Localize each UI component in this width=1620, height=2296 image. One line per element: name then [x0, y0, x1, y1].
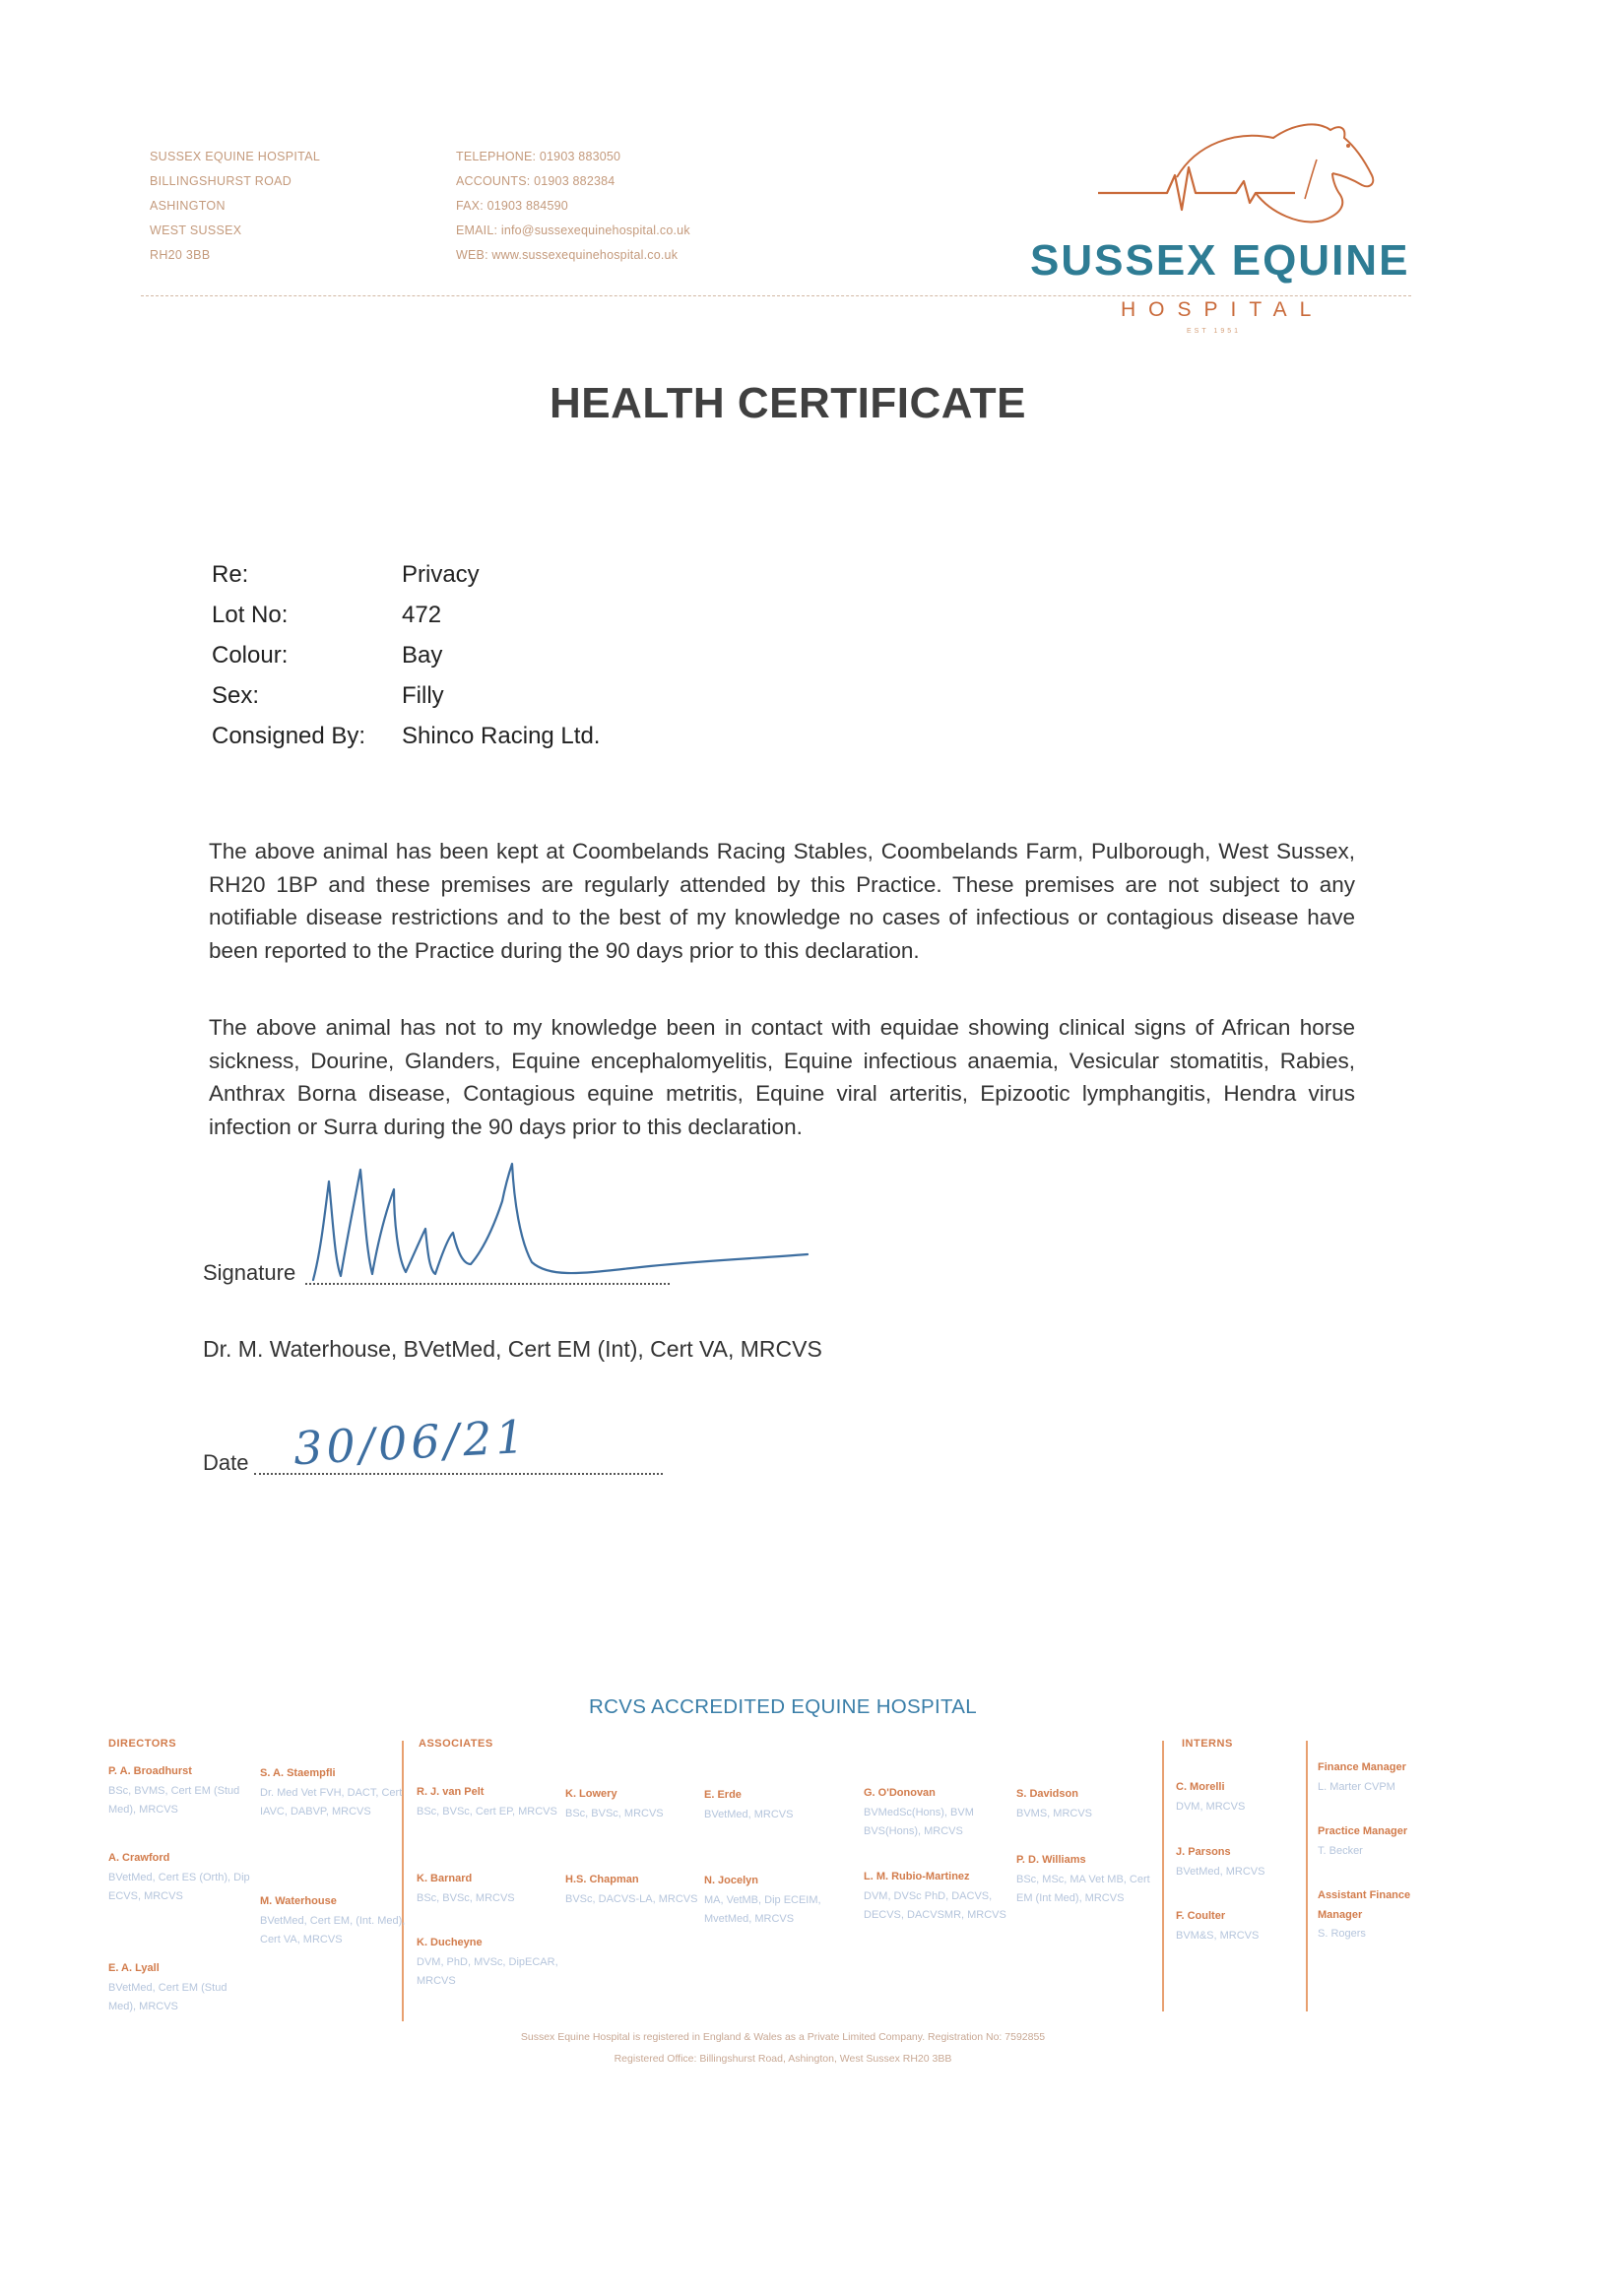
accounts-phone: ACCOUNTS: 01903 882384 [456, 174, 616, 188]
associate-entry [1016, 1851, 1164, 1909]
consigned-by-label: Consigned By: [212, 723, 366, 749]
staff-name: J. Parsons [1176, 1846, 1231, 1858]
associate-entry [417, 1783, 564, 1821]
fax: FAX: 01903 884590 [456, 199, 568, 213]
lot-label: Lot No: [212, 602, 289, 628]
manager-role: Practice Manager [1318, 1825, 1408, 1837]
consigned-by-value: Shinco Racing Ltd. [402, 723, 601, 749]
staff-quals: BVetMed, MRCVS [704, 1808, 794, 1820]
registered-office-line: Registered Office: Billingshurst Road, Ashington, West Sussex RH20 3BB [614, 2053, 952, 2065]
staff-name: S. A. Staempfli [260, 1767, 336, 1779]
address-line: WEST SUSSEX [150, 223, 242, 237]
manager-entry [1318, 1886, 1426, 1945]
associate-entry [565, 1785, 713, 1823]
address-line: BILLINGSHURST ROAD [150, 174, 292, 188]
staff-name: R. J. van Pelt [417, 1786, 485, 1798]
director-entry [108, 1849, 256, 1907]
address-line: SUSSEX EQUINE HOSPITAL [150, 150, 321, 163]
address-line: ASHINGTON [150, 199, 226, 213]
directors-heading: DIRECTORS [108, 1738, 177, 1750]
director-entry [108, 1959, 256, 2017]
staff-name: P. A. Broadhurst [108, 1765, 192, 1777]
staff-quals: BSc, BVSc, Cert EP, MRCVS [417, 1805, 557, 1818]
manager-role: Finance Manager [1318, 1761, 1406, 1773]
manager-role: Assistant Finance Manager [1318, 1889, 1411, 1921]
address-line: RH20 3BB [150, 248, 211, 262]
re-value: Privacy [402, 561, 480, 588]
associate-entry [864, 1868, 1011, 1926]
staff-name: K. Lowery [565, 1788, 617, 1800]
manager-name: S. Rogers [1318, 1928, 1366, 1940]
staff-name: S. Davidson [1016, 1788, 1078, 1800]
staff-quals: BVetMed, MRCVS [1176, 1865, 1265, 1878]
manager-entry [1318, 1758, 1446, 1797]
staff-quals: BVetMed, Cert ES (Orth), Dip ECVS, MRCVS [108, 1871, 250, 1902]
sex-value: Filly [402, 682, 444, 709]
re-label: Re: [212, 561, 249, 588]
staff-quals: BSc, BVSc, MRCVS [417, 1891, 515, 1904]
date-label: Date [203, 1450, 249, 1475]
intern-entry [1176, 1907, 1294, 1945]
staff-name: C. Morelli [1176, 1781, 1225, 1793]
staff-name: G. O'Donovan [864, 1787, 936, 1799]
staff-name: K. Barnard [417, 1873, 473, 1884]
manager-name: T. Becker [1318, 1844, 1363, 1857]
staff-quals: BSc, BVSc, MRCVS [565, 1807, 664, 1819]
staff-name: E. A. Lyall [108, 1962, 160, 1974]
email[interactable]: EMAIL: info@sussexequinehospital.co.uk [456, 223, 690, 237]
staff-quals: BVetMed, Cert EM (Stud Med), MRCVS [108, 1981, 227, 2012]
staff-quals: BSc, MSc, MA Vet MB, Cert EM (Int Med), MRCVS [1016, 1873, 1150, 1904]
colour-value: Bay [402, 642, 443, 669]
staff-quals: BVetMed, Cert EM, (Int. Med), Cert VA, MRCVS [260, 1914, 406, 1945]
website[interactable]: WEB: www.sussexequinehospital.co.uk [456, 248, 679, 262]
staff-name: F. Coulter [1176, 1910, 1226, 1922]
horse-ecg-logo-icon [1098, 116, 1393, 254]
staff-quals: BVMedSc(Hons), BVM BVS(Hons), MRCVS [864, 1806, 974, 1837]
staff-quals: BSc, BVMS, Cert EM (Stud Med), MRCVS [108, 1784, 240, 1816]
manager-name: L. Marter CVPM [1318, 1780, 1395, 1793]
page-title: HEALTH CERTIFICATE [550, 379, 1026, 427]
staff-quals: MA, VetMB, Dip ECEIM, MvetMed, MRCVS [704, 1893, 821, 1925]
staff-quals: DVM, PhD, MVSc, DipECAR, MRCVS [417, 1955, 558, 1987]
handwritten-signature-icon [295, 1142, 827, 1300]
premises-declaration: The above animal has been kept at Coombelands Racing Stables, Coombelands Farm, Pulborough, West Sussex, RH20 1BP and these premises are regularly attended by this Practice. These premises are not subject to any notifiable disease restrictions and to the best of my knowledge no cases of infectious or contagious disease have been reported to the Practice during the 90 days prior to this declaration. [209, 839, 1355, 963]
colour-label: Colour: [212, 642, 289, 669]
associate-entry [1016, 1785, 1164, 1823]
intern-entry [1176, 1778, 1294, 1817]
lot-value: 472 [402, 602, 442, 628]
staff-name: K. Ducheyne [417, 1937, 483, 1948]
manager-entry [1318, 1822, 1446, 1861]
staff-name: L. M. Rubio-Martinez [864, 1871, 970, 1882]
associate-entry [565, 1871, 713, 1909]
associate-entry [417, 1934, 564, 1992]
footer-divider [1306, 1741, 1308, 2011]
telephone: TELEPHONE: 01903 883050 [456, 150, 621, 163]
disease-declaration: The above animal has not to my knowledge been in contact with equidae showing clinical signs of African horse sickness, Dourine, Glanders, Equine encephalomyelitis, Equine infectious anaemia, Vesicular stomatitis, Rabies, Anthrax Borna disease, Contagious equine metritis, Equine viral arteritis, Epizootic lymphangitis, Hendra virus infection or Surra during the 90 days prior to this declaration. [209, 1015, 1355, 1139]
associate-entry [704, 1872, 852, 1930]
date-value: 30/06/21 [292, 1409, 530, 1476]
staff-quals: DVM, DVSc PhD, DACVS, DECVS, DACVSMR, MRCVS [864, 1889, 1006, 1921]
sex-label: Sex: [212, 682, 260, 709]
staff-name: A. Crawford [108, 1852, 170, 1864]
director-entry [108, 1762, 256, 1820]
staff-quals: DVM, MRCVS [1176, 1800, 1246, 1813]
associate-entry [864, 1784, 1011, 1842]
signature-label: Signature [203, 1260, 296, 1285]
staff-name: H.S. Chapman [565, 1874, 639, 1885]
associate-entry [704, 1786, 852, 1824]
staff-quals: BVMS, MRCVS [1016, 1807, 1093, 1819]
header-divider [141, 295, 1411, 296]
staff-name: N. Jocelyn [704, 1875, 759, 1886]
staff-name: M. Waterhouse [260, 1895, 337, 1907]
associates-heading: ASSOCIATES [419, 1738, 493, 1750]
accreditation-title: RCVS ACCREDITED EQUINE HOSPITAL [589, 1695, 977, 1718]
logo-subtitle: HOSPITAL [1121, 298, 1325, 321]
staff-quals: BVM&S, MRCVS [1176, 1929, 1260, 1942]
staff-quals: BVSc, DACVS-LA, MRCVS [565, 1892, 698, 1905]
associate-entry [417, 1870, 564, 1908]
director-entry [260, 1764, 408, 1822]
staff-quals: Dr. Med Vet FVH, DACT, Cert IAVC, DABVP, MRCVS [260, 1786, 403, 1818]
staff-name: P. D. Williams [1016, 1854, 1086, 1866]
logo-wordmark: SUSSEX EQUINE [1030, 236, 1410, 285]
logo-established: EST 1951 [1187, 328, 1242, 335]
intern-entry [1176, 1843, 1294, 1881]
registration-line: Sussex Equine Hospital is registered in England & Wales as a Private Limited Company. Registration No: 7592855 [520, 2031, 1046, 2043]
director-entry [260, 1892, 408, 1950]
interns-heading: INTERNS [1182, 1738, 1233, 1750]
signer-name: Dr. M. Waterhouse, BVetMed, Cert EM (Int), Cert VA, MRCVS [203, 1336, 822, 1362]
staff-name: E. Erde [704, 1789, 742, 1801]
